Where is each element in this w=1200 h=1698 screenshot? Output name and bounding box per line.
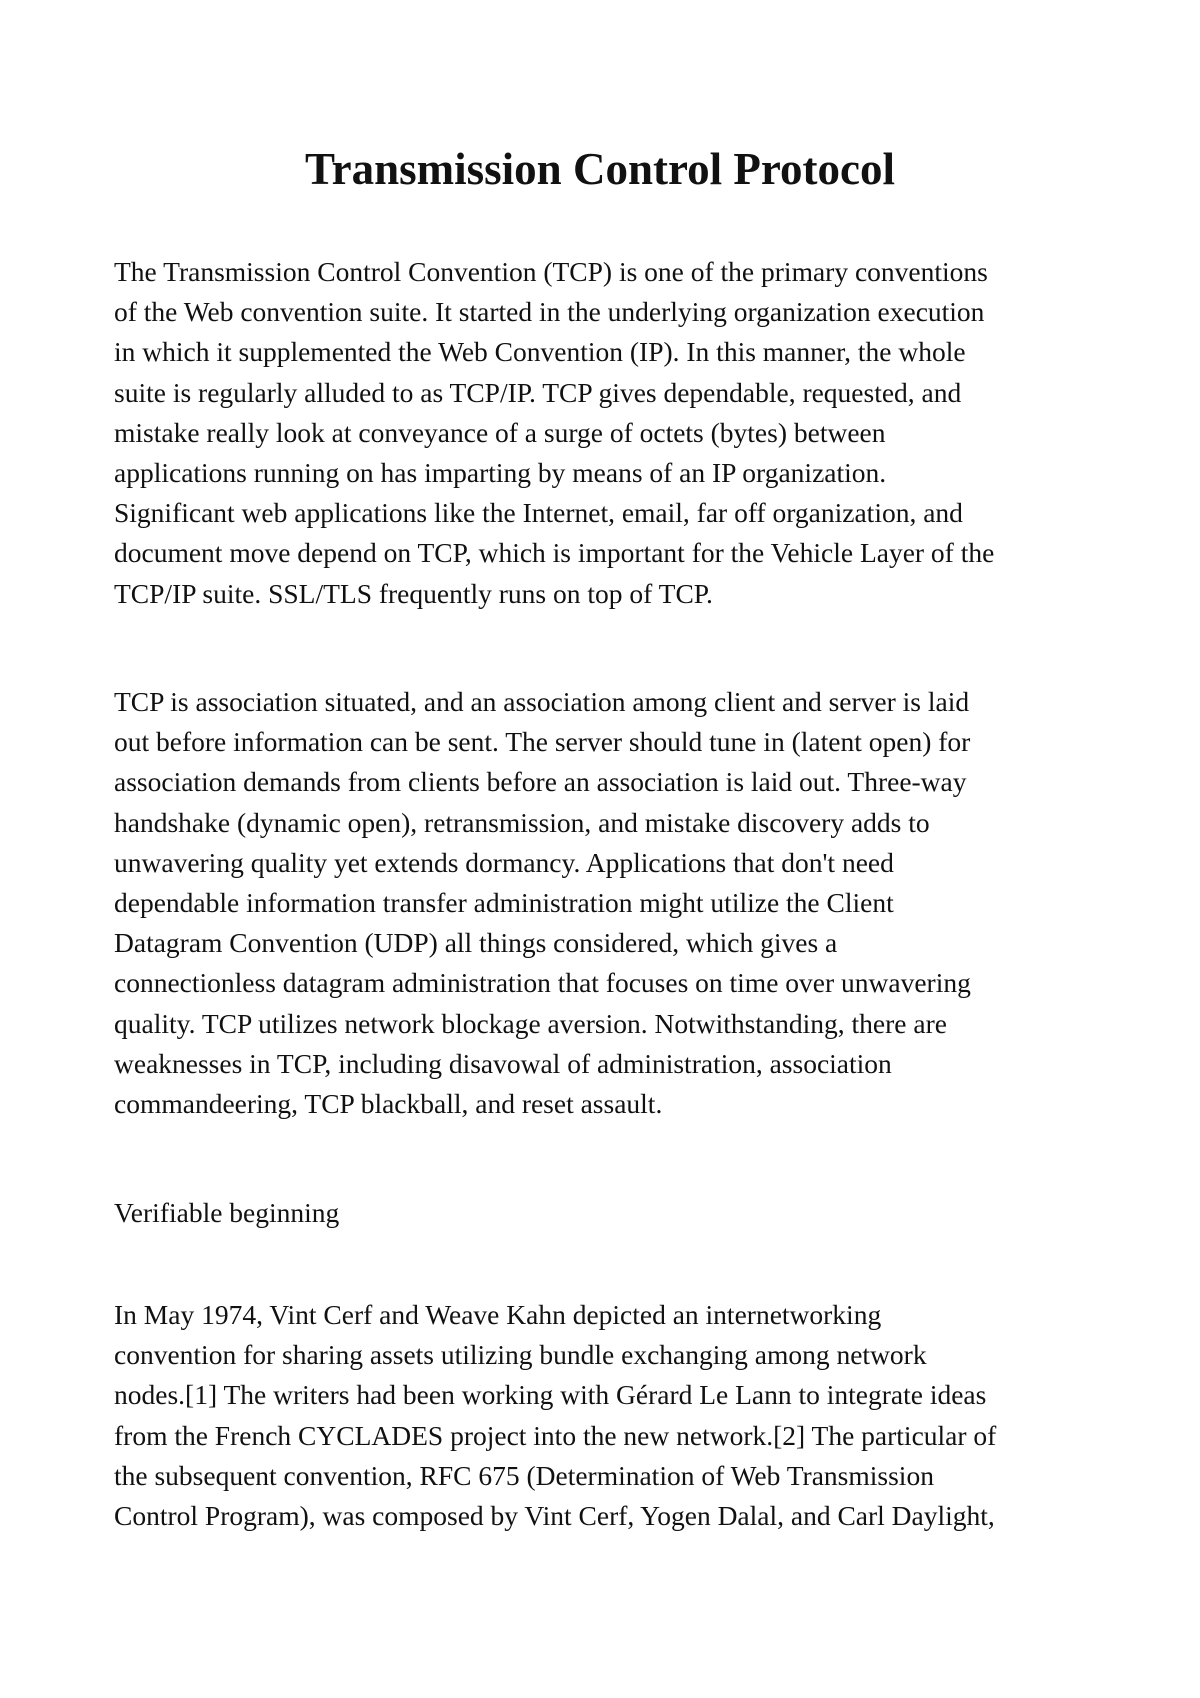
text-line: Datagram Convention (UDP) all things considered, which gives a — [114, 927, 838, 959]
text-line: from the French CYCLADES project into the new network.[2] The particular of — [114, 1419, 997, 1451]
text-line: TCP/IP suite. SSL/TLS frequently runs on top of TCP. — [114, 577, 713, 609]
text-line: handshake (dynamic open), retransmission, and mistake discovery adds to — [114, 806, 930, 838]
text-line: convention for sharing assets utilizing bundle exchanging among network — [114, 1339, 927, 1371]
text-line: association demands from clients before an association is laid out. Three-way — [114, 766, 967, 798]
text-line: unwavering quality yet extends dormancy. Applications that don't need — [114, 846, 894, 878]
paragraph-history — [114, 1295, 1114, 1536]
text-line: weaknesses in TCP, including disavowal of administration, association — [114, 1047, 892, 1079]
document-title: Transmission Control Protocol — [304, 144, 895, 194]
text-line: of the Web convention suite. It started in the underlying organization execution — [114, 296, 985, 328]
text-line: TCP is association situated, and an association among client and server is laid — [114, 686, 970, 717]
text-line: mistake really look at conveyance of a surge of octets (bytes) between — [114, 416, 886, 448]
text-line: In May 1974, Vint Cerf and Weave Kahn depicted an internetworking — [114, 1299, 882, 1330]
text-line: out before information can be sent. The server should tune in (latent open) for — [114, 726, 971, 758]
text-line: The Transmission Control Convention (TCP) is one of the primary conventions — [114, 256, 988, 287]
text-line: Control Program), was composed by Vint Cerf, Yogen Dalal, and Carl Daylight, — [114, 1500, 995, 1532]
text-line: quality. TCP utilizes network blockage aversion. Notwithstanding, there are — [114, 1007, 947, 1039]
paragraph-intro — [114, 252, 1114, 614]
text-line: dependable information transfer administration might utilize the Client — [114, 887, 894, 919]
text-line: in which it supplemented the Web Convention (IP). In this manner, the whole — [114, 336, 966, 368]
text-line: Significant web applications like the Internet, email, far off organization, and — [114, 497, 963, 529]
section-heading — [114, 1193, 1114, 1233]
text-line: connectionless datagram administration that focuses on time over unwavering — [114, 967, 971, 999]
text-line: commandeering, TCP blackball, and reset assault. — [114, 1088, 663, 1120]
text-line: the subsequent convention, RFC 675 (Determination of Web Transmission — [114, 1459, 934, 1491]
text-line: applications running on has imparting by means of an IP organization. — [114, 457, 887, 489]
text-line: suite is regularly alluded to as TCP/IP. TCP gives dependable, requested, and — [114, 376, 962, 408]
text-line: document move depend on TCP, which is important for the Vehicle Layer of the — [114, 537, 995, 569]
paragraph-connection — [114, 682, 1114, 1124]
text-line: nodes.[1] The writers had been working with Gérard Le Lann to integrate ideas — [114, 1379, 987, 1411]
section-heading-text: Verifiable beginning — [114, 1197, 340, 1228]
